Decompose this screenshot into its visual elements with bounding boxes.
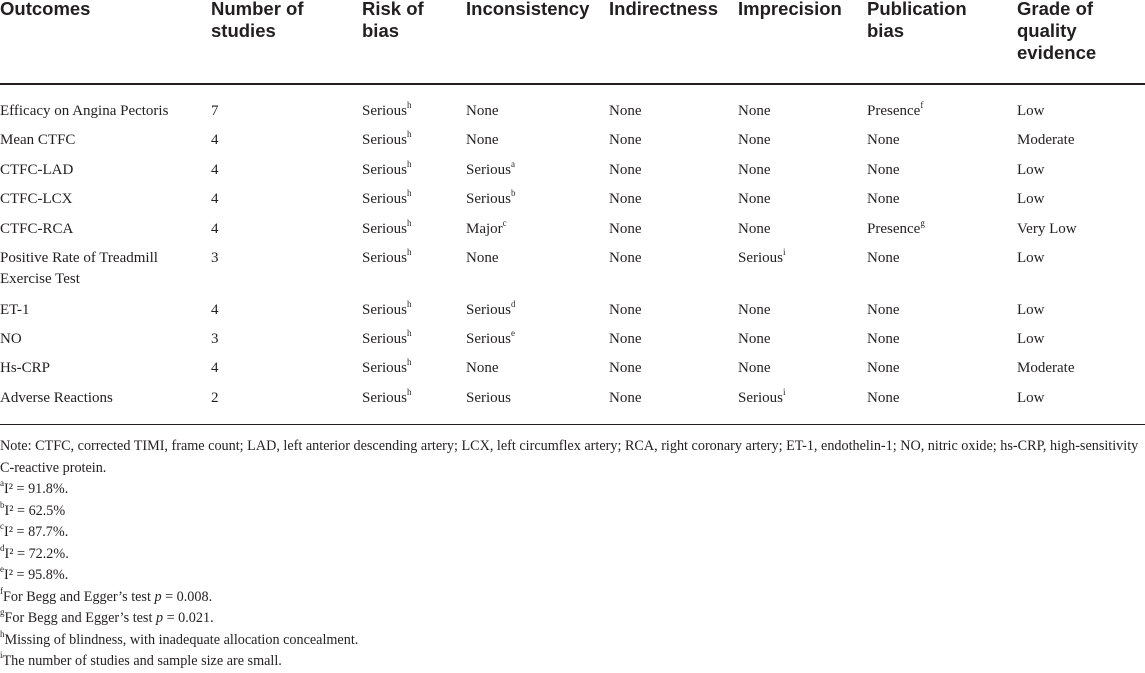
cell-imprecision-text: None	[738, 162, 771, 178]
cell-indirectness	[609, 101, 642, 122]
cell-outcome	[0, 160, 195, 181]
cell-indirectness	[609, 189, 642, 210]
cell-outcome-text: Hs-CRP	[0, 360, 51, 376]
cell-indirectness-text: None	[609, 191, 642, 207]
cell-publication-bias-text: None	[867, 250, 900, 266]
cell-indirectness-text: None	[609, 331, 642, 347]
footnote-text: For Begg and Egger’s test	[3, 588, 155, 605]
cell-inconsistency-text: Serious	[466, 302, 511, 318]
footnotes-list	[0, 479, 1145, 673]
footnote-text: Missing of blindness, with inadequate allocation concealment.	[4, 631, 359, 648]
footnote-marker: h	[407, 247, 412, 257]
cell-outcome-text: CTFC-LAD	[0, 162, 74, 178]
cell-publication-bias-text: None	[867, 191, 900, 207]
cell-indirectness-text: None	[609, 132, 642, 148]
cell-inconsistency-text: Serious	[466, 191, 511, 207]
cell-indirectness	[609, 160, 642, 181]
cell-imprecision-text: Serious	[738, 250, 783, 266]
header-imprecision: Imprecision	[738, 0, 842, 19]
cell-outcome	[0, 329, 195, 350]
cell-grade	[1017, 101, 1045, 122]
cell-publication-bias	[867, 189, 900, 210]
cell-outcome-text: Positive Rate of Treadmill Exercise Test	[0, 250, 158, 287]
table-bottom-rule	[0, 424, 1145, 425]
cell-indirectness-text: None	[609, 302, 642, 318]
cell-publication-bias	[867, 248, 900, 269]
cell-indirectness-text: None	[609, 221, 642, 237]
cell-imprecision	[738, 189, 771, 210]
footnote-marker: b	[511, 188, 516, 198]
cell-imprecision-text: None	[738, 191, 771, 207]
cell-outcome	[0, 130, 195, 151]
cell-grade	[1017, 388, 1045, 409]
cell-number-of-studies-text: 4	[211, 221, 219, 237]
cell-outcome-text: NO	[0, 331, 22, 347]
cell-inconsistency	[466, 101, 499, 122]
cell-risk-of-bias	[362, 101, 412, 122]
cell-imprecision	[738, 160, 771, 181]
table-header	[0, 0, 1145, 82]
cell-imprecision-text: None	[738, 103, 771, 119]
footnote-text: The number of studies and sample size are small.	[2, 653, 282, 669]
cell-imprecision	[738, 329, 771, 350]
cell-inconsistency-text: None	[466, 360, 499, 376]
cell-publication-bias-text: None	[867, 360, 900, 376]
footnote-text: I² = 87.7%.	[4, 524, 69, 540]
footnote-f	[0, 587, 1145, 609]
cell-number-of-studies-text: 3	[211, 250, 219, 266]
footnote-mark: b	[0, 499, 5, 510]
footnote-marker: i	[783, 247, 786, 257]
cell-indirectness	[609, 388, 642, 409]
cell-risk-of-bias-text: Serious	[362, 302, 407, 318]
cell-risk-of-bias	[362, 219, 412, 240]
cell-imprecision-text: Serious	[738, 390, 783, 406]
footnote-marker: a	[511, 159, 515, 169]
cell-grade-text: Moderate	[1017, 360, 1075, 376]
footnote-b	[0, 501, 1145, 523]
cell-inconsistency	[466, 388, 511, 409]
cell-risk-of-bias-text: Serious	[362, 221, 407, 237]
cell-publication-bias	[867, 300, 900, 321]
footnote-marker: h	[407, 387, 412, 397]
cell-risk-of-bias-text: Serious	[362, 162, 407, 178]
footnote-text: For Begg and Egger’s test	[4, 610, 156, 626]
cell-risk-of-bias	[362, 329, 412, 350]
footnote-marker: h	[407, 159, 412, 169]
cell-outcome-text: CTFC-LCX	[0, 191, 73, 207]
cell-number-of-studies-text: 4	[211, 360, 219, 376]
cell-inconsistency	[466, 358, 499, 379]
footnote-marker: h	[407, 357, 412, 367]
footnote-marker: d	[511, 299, 516, 309]
cell-publication-bias-text: Presence	[867, 103, 921, 119]
cell-number-of-studies-text: 4	[211, 162, 219, 178]
footnote-marker: i	[783, 387, 786, 397]
footnote-mark: i	[0, 650, 3, 661]
cell-indirectness	[609, 219, 642, 240]
cell-indirectness	[609, 358, 642, 379]
cell-risk-of-bias	[362, 189, 412, 210]
cell-number-of-studies	[211, 248, 219, 269]
cell-indirectness	[609, 248, 642, 269]
cell-inconsistency-text: None	[466, 103, 499, 119]
cell-number-of-studies	[211, 101, 219, 122]
header-number-of-studies: Number of studies	[211, 0, 304, 41]
cell-grade	[1017, 189, 1045, 210]
cell-outcome	[0, 189, 195, 210]
footnote-g	[0, 608, 1145, 630]
cell-outcome	[0, 101, 195, 122]
cell-outcome	[0, 388, 195, 409]
cell-risk-of-bias-text: Serious	[362, 390, 407, 406]
cell-grade-text: Low	[1017, 191, 1045, 207]
cell-inconsistency-text: Serious	[466, 162, 511, 178]
footnote-text-post: = 0.008.	[161, 588, 213, 605]
header-indirectness: Indirectness	[609, 0, 718, 19]
cell-indirectness-text: None	[609, 162, 642, 178]
cell-publication-bias	[867, 160, 900, 181]
cell-publication-bias	[867, 358, 900, 379]
footnote-a	[0, 479, 1145, 501]
cell-outcome	[0, 219, 195, 240]
cell-outcome-text: Mean CTFC	[0, 132, 76, 148]
cell-imprecision-text: None	[738, 360, 771, 376]
footnote-marker: h	[407, 129, 412, 139]
cell-publication-bias-text: None	[867, 132, 900, 148]
cell-outcome-text: Efficacy on Angina Pectoris	[0, 103, 169, 119]
header-inconsistency: Inconsistency	[466, 0, 590, 19]
footnote-marker: g	[920, 218, 925, 228]
cell-publication-bias-text: None	[867, 390, 900, 406]
cell-imprecision	[738, 219, 771, 240]
footnote-mark: c	[0, 521, 4, 532]
footnote-mark: f	[0, 585, 3, 596]
cell-number-of-studies-text: 4	[211, 191, 219, 207]
cell-imprecision	[738, 358, 771, 379]
cell-grade	[1017, 160, 1045, 181]
cell-grade	[1017, 300, 1045, 321]
cell-number-of-studies-text: 4	[211, 132, 219, 148]
cell-number-of-studies	[211, 388, 219, 409]
cell-risk-of-bias	[362, 248, 412, 269]
cell-inconsistency-text: Major	[466, 221, 503, 237]
cell-indirectness-text: None	[609, 360, 642, 376]
cell-outcome	[0, 248, 195, 290]
header-risk-of-bias: Risk of bias	[362, 0, 424, 41]
cell-imprecision-text: None	[738, 331, 771, 347]
cell-indirectness-text: None	[609, 103, 642, 119]
footnote-marker: h	[407, 328, 412, 338]
cell-indirectness	[609, 329, 642, 350]
footnote-marker: h	[407, 188, 412, 198]
cell-number-of-studies	[211, 329, 219, 350]
cell-publication-bias-text: Presence	[867, 221, 921, 237]
cell-risk-of-bias	[362, 358, 412, 379]
header-publication-bias: Publication bias	[867, 0, 967, 41]
cell-inconsistency	[466, 219, 507, 240]
cell-indirectness-text: None	[609, 390, 642, 406]
table-notes	[0, 436, 1145, 673]
cell-grade-text: Low	[1017, 390, 1045, 406]
cell-inconsistency	[466, 329, 515, 350]
header-outcomes: Outcomes	[0, 0, 91, 19]
footnote-mark: g	[0, 607, 5, 618]
cell-risk-of-bias-text: Serious	[362, 191, 407, 207]
footnote-text: I² = 95.8%.	[4, 567, 69, 583]
cell-risk-of-bias-text: Serious	[362, 360, 407, 376]
cell-publication-bias-text: None	[867, 162, 900, 178]
cell-grade-text: Low	[1017, 162, 1045, 178]
footnote-i	[0, 651, 1145, 673]
cell-risk-of-bias	[362, 130, 412, 151]
cell-inconsistency-text: None	[466, 250, 499, 266]
cell-grade	[1017, 248, 1045, 269]
cell-publication-bias	[867, 101, 923, 122]
footnote-mark: a	[0, 478, 4, 489]
cell-outcome-text: ET-1	[0, 302, 30, 318]
cell-outcome	[0, 358, 195, 379]
footnote-h	[0, 630, 1145, 652]
cell-number-of-studies-text: 7	[211, 103, 219, 119]
cell-risk-of-bias-text: Serious	[362, 103, 407, 119]
cell-number-of-studies	[211, 358, 219, 379]
cell-indirectness-text: None	[609, 250, 642, 266]
cell-publication-bias	[867, 219, 925, 240]
footnote-mark: d	[0, 542, 5, 553]
cell-number-of-studies	[211, 160, 219, 181]
footnote-text: I² = 72.2%.	[4, 545, 69, 562]
cell-risk-of-bias	[362, 300, 412, 321]
cell-grade	[1017, 130, 1074, 151]
footnote-italic: p	[154, 588, 162, 605]
cell-publication-bias	[867, 388, 900, 409]
cell-number-of-studies-text: 3	[211, 331, 219, 347]
cell-grade-text: Very Low	[1017, 221, 1077, 237]
footnote-text: I² = 62.5%	[4, 502, 66, 519]
cell-imprecision	[738, 101, 771, 122]
cell-imprecision-text: None	[738, 132, 771, 148]
cell-imprecision	[738, 130, 771, 151]
cell-grade	[1017, 219, 1077, 240]
cell-publication-bias-text: None	[867, 331, 900, 347]
cell-imprecision	[738, 300, 771, 321]
cell-inconsistency-text: Serious	[466, 390, 511, 406]
cell-imprecision	[738, 248, 786, 269]
cell-number-of-studies	[211, 189, 219, 210]
cell-risk-of-bias	[362, 160, 412, 181]
cell-outcome-text: CTFC-RCA	[0, 221, 74, 237]
cell-imprecision-text: None	[738, 221, 771, 237]
cell-number-of-studies	[211, 130, 219, 151]
cell-number-of-studies-text: 2	[211, 390, 219, 406]
cell-imprecision	[738, 388, 786, 409]
cell-number-of-studies	[211, 219, 219, 240]
cell-inconsistency	[466, 189, 516, 210]
cell-outcome-text: Adverse Reactions	[0, 390, 113, 406]
footnote-mark: h	[0, 628, 5, 639]
cell-inconsistency	[466, 130, 499, 151]
cell-number-of-studies	[211, 300, 219, 321]
cell-risk-of-bias-text: Serious	[362, 132, 407, 148]
footnote-marker: f	[920, 100, 924, 110]
cell-risk-of-bias	[362, 388, 412, 409]
cell-inconsistency	[466, 248, 499, 269]
footnote-marker: c	[502, 218, 507, 228]
cell-grade-text: Low	[1017, 302, 1045, 318]
cell-grade	[1017, 358, 1074, 379]
cell-number-of-studies-text: 4	[211, 302, 219, 318]
cell-grade-text: Low	[1017, 331, 1045, 347]
cell-publication-bias	[867, 130, 900, 151]
footnote-marker: h	[407, 100, 412, 110]
cell-publication-bias	[867, 329, 900, 350]
footnote-marker: h	[407, 299, 412, 309]
footnote-marker: h	[407, 218, 412, 228]
header-rule	[0, 83, 1145, 85]
cell-grade-text: Low	[1017, 103, 1045, 119]
cell-inconsistency-text: Serious	[466, 331, 511, 347]
cell-risk-of-bias-text: Serious	[362, 331, 407, 347]
cell-publication-bias-text: None	[867, 302, 900, 318]
footnote-mark: e	[0, 564, 4, 575]
cell-grade	[1017, 329, 1045, 350]
cell-indirectness	[609, 300, 642, 321]
footnote-marker: e	[511, 328, 515, 338]
footnote-d	[0, 544, 1145, 566]
header-grade-of-quality-evidence: Grade of quality evidence	[1017, 0, 1097, 63]
footnote-e	[0, 565, 1145, 587]
footnote-c	[0, 522, 1145, 544]
cell-imprecision-text: None	[738, 302, 771, 318]
cell-inconsistency-text: None	[466, 132, 499, 148]
footnote-text-post: = 0.021.	[163, 610, 214, 626]
cell-inconsistency	[466, 160, 515, 181]
cell-outcome	[0, 300, 195, 321]
abbreviations-note: Note: CTFC, corrected TIMI, frame count; LAD, left anterior descending artery; LCX, left circumflex artery; RCA, right coronary artery; ET-1, endothelin-1; NO, nitric oxide; hs-CRP, high-sensitivity C-reactive protein.	[0, 438, 1139, 476]
cell-indirectness	[609, 130, 642, 151]
cell-inconsistency	[466, 300, 516, 321]
footnote-italic: p	[155, 610, 164, 626]
cell-grade-text: Low	[1017, 250, 1045, 266]
cell-risk-of-bias-text: Serious	[362, 250, 407, 266]
footnote-text: I² = 91.8%.	[4, 481, 69, 497]
cell-grade-text: Moderate	[1017, 132, 1075, 148]
